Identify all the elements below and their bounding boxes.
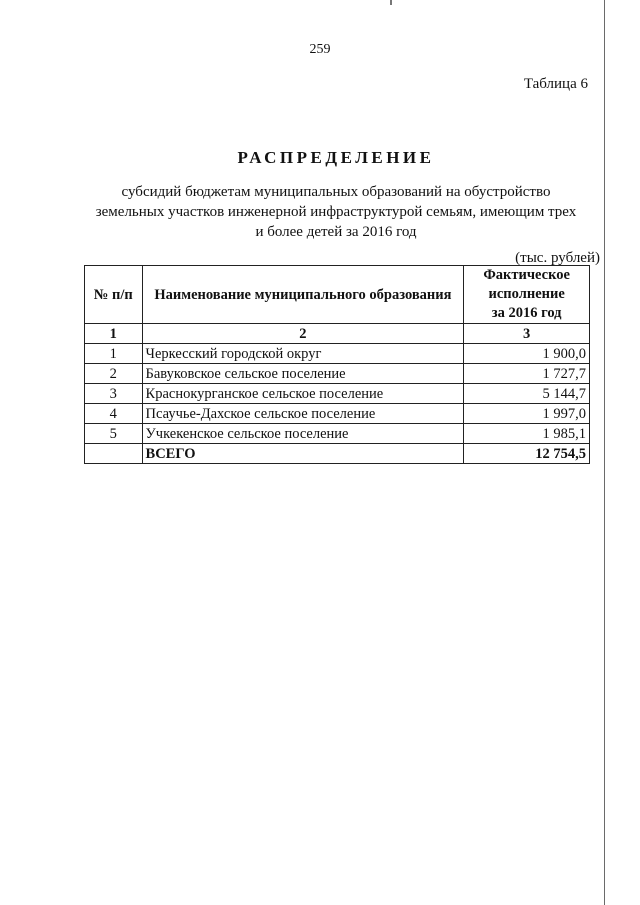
- row-value: 1 727,7: [464, 364, 590, 384]
- column-index-cell: 1: [85, 324, 143, 344]
- total-value: 12 754,5: [464, 444, 590, 464]
- row-name: Краснокурганское сельское поселение: [142, 384, 464, 404]
- row-name: Бавуковское сельское поселение: [142, 364, 464, 384]
- scan-border-line: [604, 0, 605, 905]
- row-num: 1: [85, 344, 143, 364]
- row-num: 2: [85, 364, 143, 384]
- table-row: [85, 384, 590, 404]
- document-subtitle: [84, 182, 588, 242]
- total-row: [85, 444, 590, 464]
- table-row: [85, 404, 590, 424]
- total-num-cell: [85, 444, 143, 464]
- row-num: 5: [85, 424, 143, 444]
- row-value: 1 985,1: [464, 424, 590, 444]
- row-num: 4: [85, 404, 143, 424]
- distribution-table: [84, 265, 590, 464]
- subtitle-line: субсидий бюджетам муниципальных образований на обустройство: [121, 184, 551, 200]
- total-label: ВСЕГО: [142, 444, 464, 464]
- row-value: 1 997,0: [464, 404, 590, 424]
- header-value-line: исполнение: [488, 286, 565, 302]
- table-header-row: [85, 266, 590, 324]
- column-index-row: [85, 324, 590, 344]
- row-name: Псаучье-Дахское сельское поселение: [142, 404, 464, 424]
- table-label: Таблица 6: [523, 76, 588, 92]
- row-value: 1 900,0: [464, 344, 590, 364]
- header-value: [464, 266, 590, 324]
- subtitle-line: земельных участков инженерной инфраструктурой семьям, имеющим трех: [95, 204, 577, 220]
- table-row: [85, 344, 590, 364]
- table-row: [85, 424, 590, 444]
- column-index-cell: 3: [464, 324, 590, 344]
- header-name: Наименование муниципального образования: [142, 266, 464, 324]
- page-number: 259: [309, 42, 331, 57]
- units-label: (тыс. рублей): [515, 250, 600, 266]
- header-num: № п/п: [85, 266, 143, 324]
- row-num: 3: [85, 384, 143, 404]
- header-value-line: за 2016 год: [491, 305, 562, 321]
- column-index-cell: 2: [142, 324, 464, 344]
- row-name: Учкекенское сельское поселение: [142, 424, 464, 444]
- scan-artifact: [390, 0, 392, 5]
- row-value: 5 144,7: [464, 384, 590, 404]
- header-value-line: Фактическое: [483, 267, 570, 283]
- subtitle-line: и более детей за 2016 год: [255, 224, 417, 240]
- row-name: Черкесский городской округ: [142, 344, 464, 364]
- table-row: [85, 364, 590, 384]
- document-title: РАСПРЕДЕЛЕНИЕ: [237, 148, 435, 167]
